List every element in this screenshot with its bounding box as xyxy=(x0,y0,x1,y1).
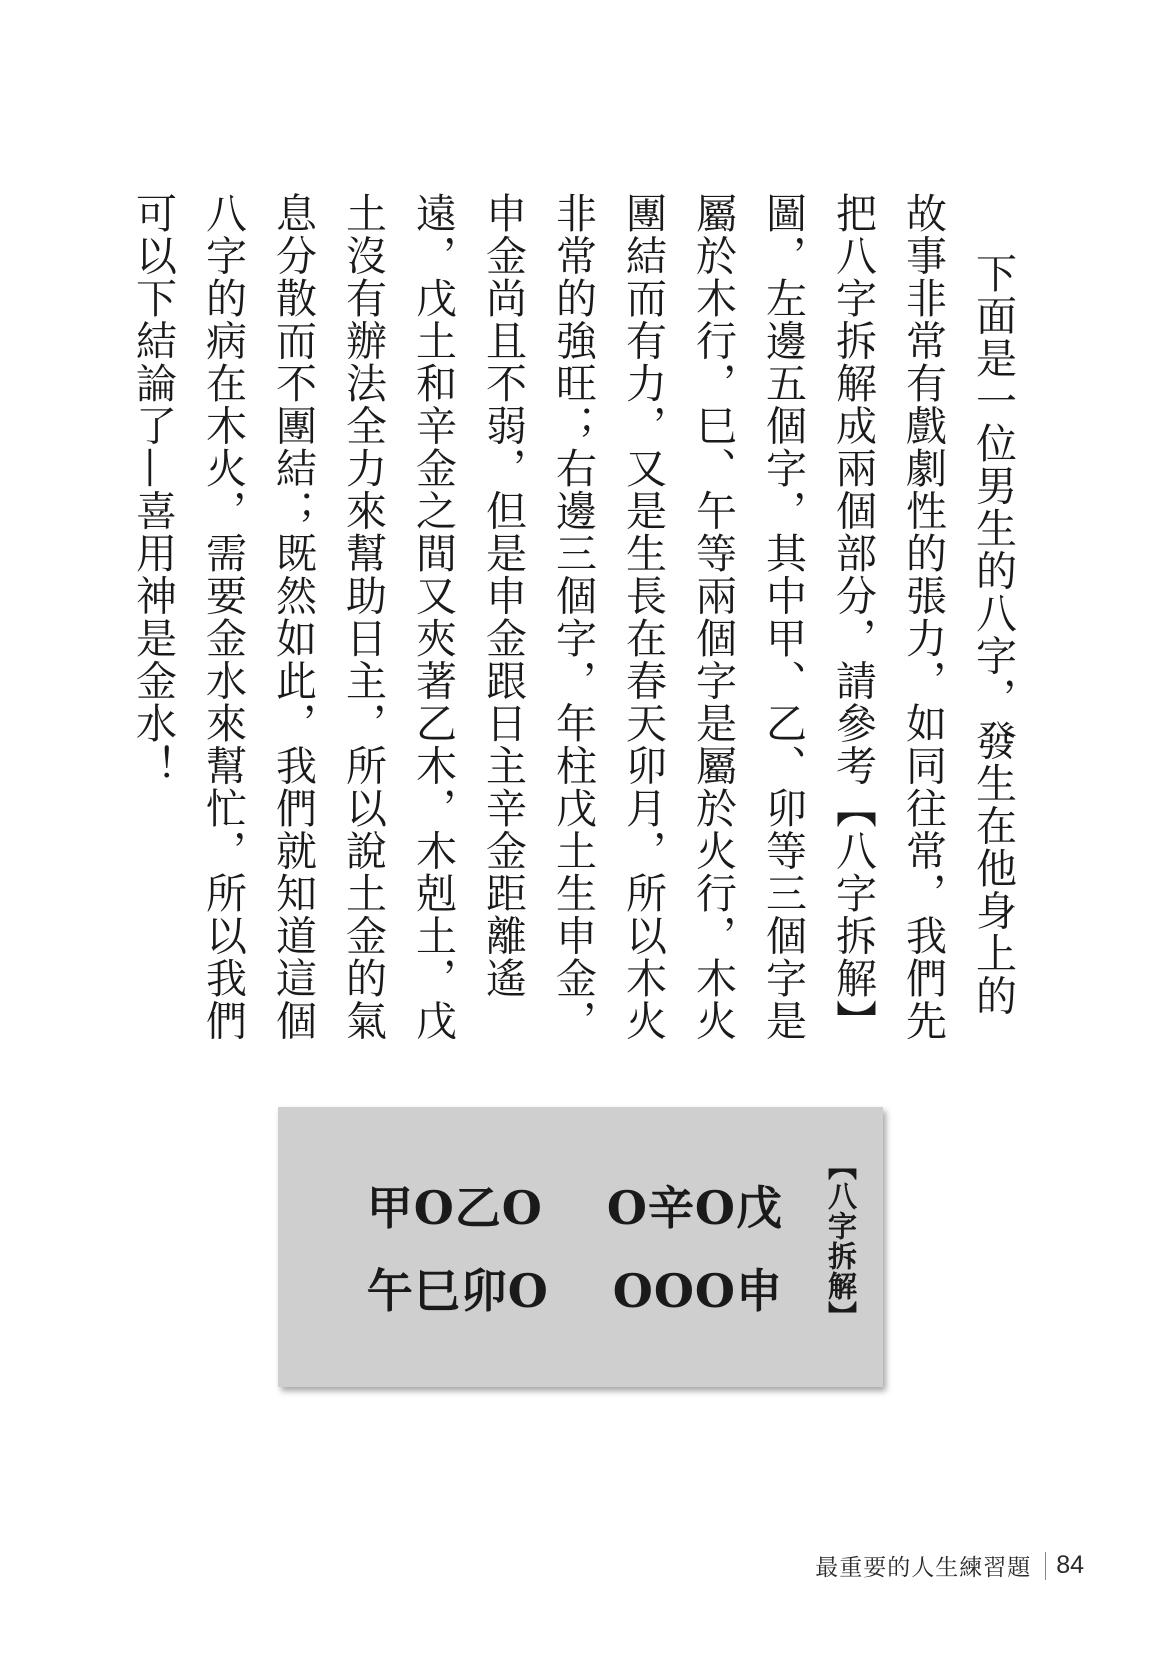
bazi-branches-row xyxy=(367,1255,783,1321)
body-text xyxy=(129,192,1017,1042)
text-column: 土沒有辦法全力來幫助日主，所以說土金的氣 xyxy=(339,192,387,1042)
text-column: 遠，戊土和辛金之間又夾著乙木，木剋土，戊 xyxy=(409,192,457,1042)
bazi-stems-row xyxy=(367,1172,783,1238)
text-column: 息分散而不團結；既然如此，我們就知道這個 xyxy=(269,192,317,1042)
bazi-right-group: O辛O戊 xyxy=(606,1181,783,1235)
page-footer xyxy=(815,1549,1084,1582)
text-column: 屬於木行，巳、午等兩個字是屬於火行，木火 xyxy=(689,192,737,1042)
text-column: 把八字拆解成兩個部分，請參考【八字拆解】 xyxy=(829,192,877,1042)
page-number: 84 xyxy=(1056,1551,1084,1579)
text-column: 故事非常有戲劇性的張力，如同往常，我們先 xyxy=(899,192,947,1042)
text-column: 下面是一位男生的八字，發生在他身上的 xyxy=(969,252,1017,1017)
chart-label: 【八字拆解】 xyxy=(824,1151,858,1331)
text-column: 圖，左邊五個字，其中甲、乙、卯等三個字是 xyxy=(759,192,807,1042)
text-column: 申金尚且不弱，但是申金跟日主辛金距離遙 xyxy=(479,192,527,1000)
footer-divider xyxy=(1045,1552,1046,1580)
text-column: 八字的病在木火，需要金水來幫忙，所以我們 xyxy=(199,192,247,1042)
text-column: 可以下結論了—喜用神是金水！ xyxy=(129,192,177,787)
bazi-left-group: 午巳卯O xyxy=(366,1264,549,1318)
bazi-split-chart xyxy=(278,1107,883,1387)
bazi-left-group: 甲O乙O xyxy=(366,1181,543,1235)
text-column: 團結而有力，又是生長在春天卯月，所以木火 xyxy=(619,192,667,1042)
text-column: 非常的強旺；右邊三個字，年柱戊土生申金， xyxy=(549,192,597,1042)
book-title: 最重要的人生練習題 xyxy=(815,1555,1032,1581)
bazi-right-group: OOO申 xyxy=(612,1264,783,1318)
